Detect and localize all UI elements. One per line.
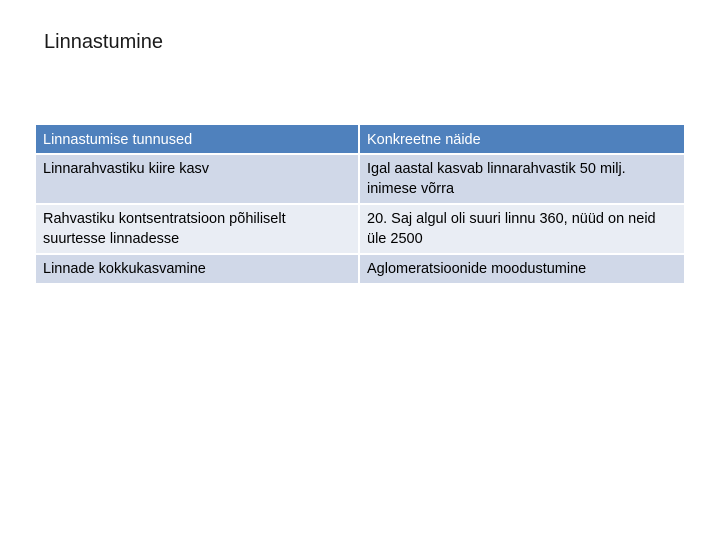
slide-title: Linnastumine — [44, 31, 163, 53]
table-header-row — [36, 125, 684, 155]
column-header-example: Konkreetne näide — [358, 125, 684, 155]
table-cell: 20. Saj algul oli suuri linnu 360, nüüd on neid üle 2500 — [358, 205, 684, 255]
table-cell: Linnade kokkukasvamine — [36, 255, 358, 285]
table-cell: Aglomeratsioonide moodustumine — [358, 255, 684, 285]
table-cell: Igal aastal kasvab linnarahvastik 50 milj. inimese võrra — [358, 155, 684, 205]
table-row — [36, 205, 684, 255]
table-cell: Rahvastiku kontsentratsioon põhiliselt suurtesse linnadesse — [36, 205, 358, 255]
table-row — [36, 255, 684, 285]
table-cell: Linnarahvastiku kiire kasv — [36, 155, 358, 205]
data-table — [36, 125, 684, 285]
table-row — [36, 155, 684, 205]
column-header-features: Linnastumise tunnused — [36, 125, 358, 155]
